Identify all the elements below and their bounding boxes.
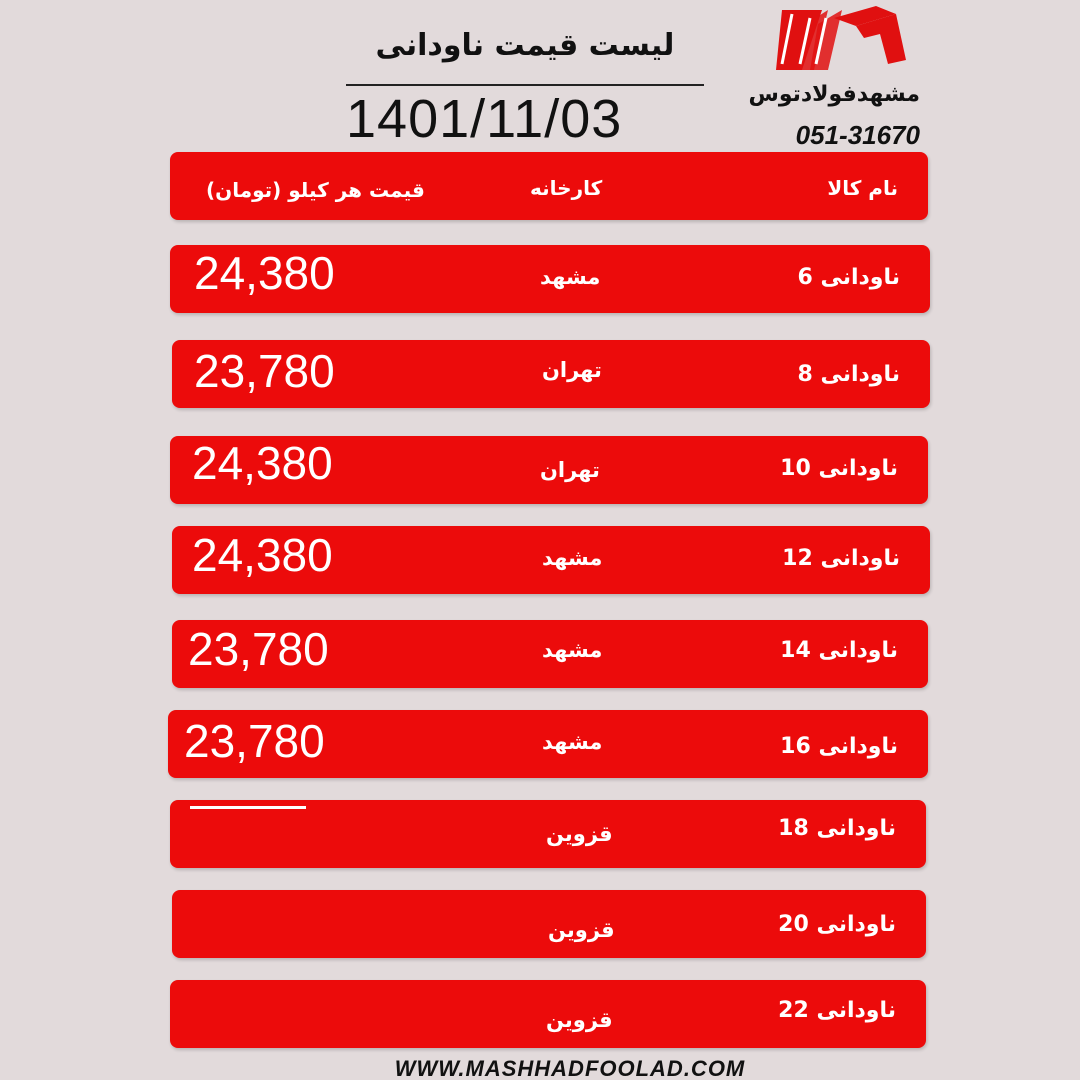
row-price: 24,380 [194, 247, 335, 299]
row-product-name: ناودانی 20 [778, 912, 896, 937]
price-placeholder-dash [190, 806, 306, 809]
brand-name: مشهدفولادتوس [748, 82, 920, 107]
row-price: 23,780 [188, 623, 329, 675]
table-row [168, 710, 928, 778]
column-header-factory: کارخانه [530, 176, 603, 200]
table-row [172, 620, 928, 688]
row-factory: قزوین [546, 1008, 613, 1032]
row-product-name: ناودانی 18 [778, 816, 896, 841]
table-row [172, 340, 930, 408]
row-price: 24,380 [192, 529, 333, 581]
column-header-price: قیمت هر کیلو (تومان) [206, 178, 425, 202]
row-factory: قزوین [546, 822, 613, 846]
table-header-row [170, 152, 928, 220]
row-product-name: ناودانی 22 [778, 998, 896, 1023]
brand-phone: 051-31670 [795, 120, 920, 150]
brand-logo [772, 4, 912, 70]
table-row [170, 436, 928, 504]
row-factory: مشهد [542, 546, 603, 570]
row-factory: مشهد [542, 730, 603, 754]
table-row [172, 526, 930, 594]
row-product-name: ناودانی 16 [780, 734, 898, 759]
row-factory: تهران [542, 358, 602, 382]
price-date: 1401/11/03 [346, 89, 623, 149]
page-title: لیست قیمت ناودانی [375, 28, 675, 63]
column-header-name: نام کالا [827, 176, 898, 200]
website-url: WWW.MASHHADFOOLAD.COM [394, 1056, 746, 1080]
row-product-name: ناودانی 14 [780, 638, 898, 663]
row-factory: تهران [540, 458, 600, 482]
row-product-name: ناودانی 8 [797, 362, 900, 387]
row-product-name: ناودانی 10 [780, 456, 898, 481]
row-factory: مشهد [542, 638, 603, 662]
row-product-name: ناودانی 6 [797, 265, 900, 290]
title-divider [346, 84, 704, 86]
row-factory: قزوین [548, 918, 615, 942]
brand-logo-icon [772, 4, 912, 70]
table-row [170, 800, 926, 868]
table-row [170, 980, 926, 1048]
table-row [170, 245, 930, 313]
row-factory: مشهد [540, 265, 601, 289]
row-price: 23,780 [194, 345, 335, 397]
row-price: 23,780 [184, 715, 325, 767]
table-row [172, 890, 926, 958]
row-product-name: ناودانی 12 [782, 546, 900, 571]
row-price: 24,380 [192, 437, 333, 489]
